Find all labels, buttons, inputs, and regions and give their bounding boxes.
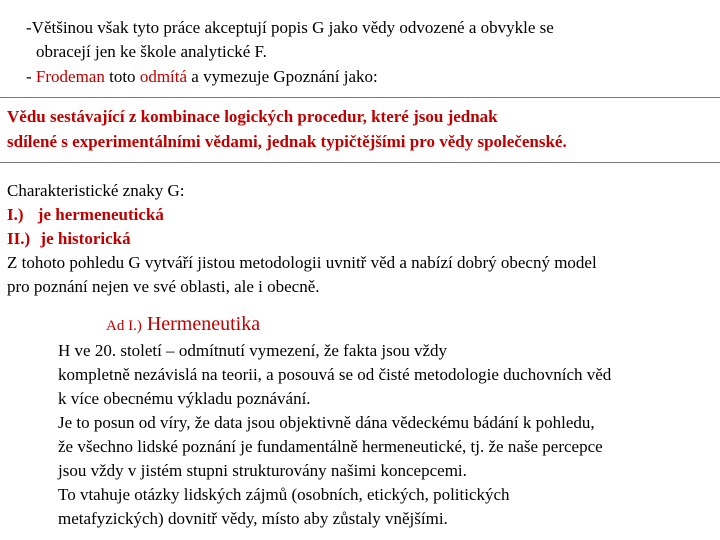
item-2-text: je historická — [40, 229, 131, 248]
section-prefix: Ad I.) — [106, 318, 142, 334]
verb-highlight: odmítá — [139, 67, 188, 86]
summary-line-1: Z tohoto pohledu G vytváří jistou metodologii uvnitř věd a nabízí dobrý obecný model — [7, 253, 597, 272]
intro-line-3-prefix: - — [26, 67, 36, 86]
item-1-number: I.) — [7, 205, 24, 224]
intro-line-3-rest: a vymezuje Gpoznání jako: — [187, 67, 378, 86]
section-line-8: metafyzických) dovnitř vědy, místo aby zůstaly vnějšími. — [58, 509, 448, 528]
section-title: Hermeneutika — [146, 313, 261, 335]
definition-line-1: Vědu sestávající z kombinace logických procedur, které jsou jednak — [7, 107, 498, 126]
section-line-1: H ve 20. století – odmítnutí vymezení, že fakta jsou vždy — [58, 341, 448, 360]
characteristic-item-1 — [7, 205, 164, 225]
author-name: Frodeman — [35, 67, 105, 86]
intro-line-2: obracejí jen ke škole analytické F. — [36, 42, 267, 61]
intro-line-3-mid: toto — [104, 67, 140, 86]
section-line-7: To vtahuje otázky lidských zájmů (osobních, etických, politických — [58, 485, 510, 504]
divider-bottom — [0, 162, 720, 163]
section-line-2: kompletně nezávislá na teorii, a posouvá se od čisté metodologie duchovních věd — [58, 365, 612, 384]
section-line-3: k více obecnému výkladu poznávání. — [58, 389, 311, 408]
intro-line-3 — [26, 67, 378, 87]
characteristic-item-2 — [7, 229, 131, 249]
section-line-6: jsou vždy v jistém stupni strukturovány našimi koncepcemi. — [58, 461, 467, 480]
item-2-number: II.) — [7, 229, 31, 248]
section-line-5: že všechno lidské poznání je fundamentálně hermeneutické, tj. že naše percepce — [58, 437, 603, 456]
section-line-4: Je to posun od víry, že data jsou objektivně dána vědeckému bádání k pohledu, — [58, 413, 595, 432]
characteristics-heading: Charakteristické znaky G: — [7, 181, 185, 200]
section-heading — [106, 312, 260, 338]
definition-line-2: sdílené s experimentálními vědami, jednak typičtějšími pro vědy společenské. — [7, 132, 567, 151]
summary-line-2: pro poznání nejen ve své oblasti, ale i obecně. — [7, 277, 320, 296]
intro-line-1: -Většinou však tyto práce akceptují popis G jako vědy odvozené a obvykle se — [26, 18, 554, 37]
divider-top — [0, 97, 720, 98]
item-1-text: je hermeneutická — [37, 205, 164, 224]
